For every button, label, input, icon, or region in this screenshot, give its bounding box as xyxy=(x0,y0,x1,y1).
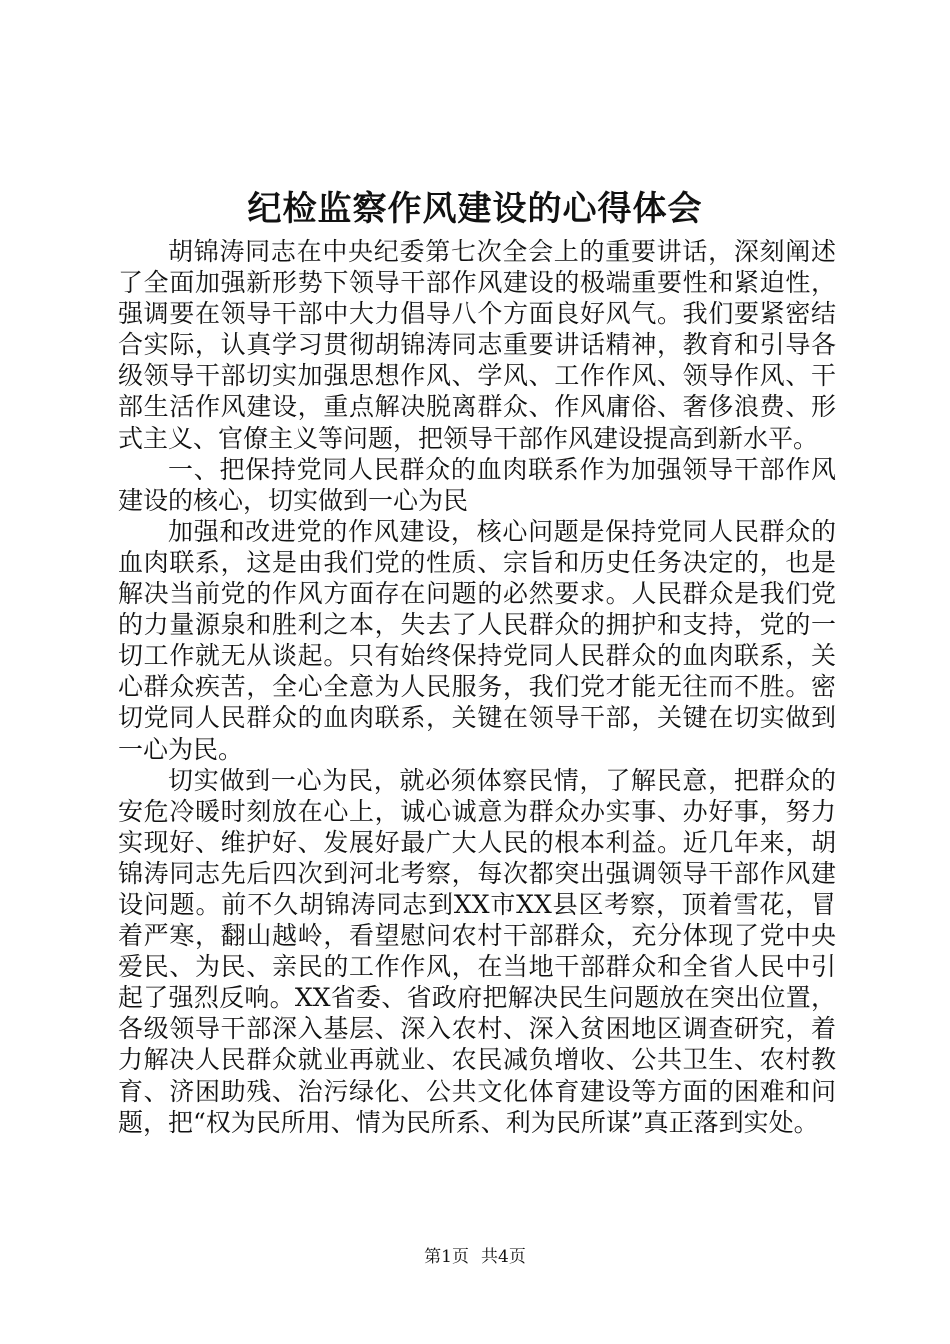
paragraph-core-issue: 加强和改进党的作风建设，核心问题是保持党同人民群众的血肉联系，这是由我们党的性质、宗旨和历史任务决定的，也是解决当前党的作风方面存在问题的必然要求。人民群众是我们党的力量源泉和胜利之本，失去了人民群众的拥护和支持，党的一切工作就无从谈起。只有始终保持党同人民群众的血肉联系，关心群众疾苦，全心全意为人民服务，我们党才能无往而不胜。密切党同人民群众的血肉联系，关键在领导干部，关键在切实做到一心为民。 xyxy=(118,516,836,764)
section-heading-1: 一、把保持党同人民群众的血肉联系作为加强领导干部作风建设的核心，切实做到一心为民 xyxy=(118,454,836,515)
paragraph-intro: 胡锦涛同志在中央纪委第七次全会上的重要讲话，深刻阐述了全面加强新形势下领导干部作风建设的极端重要性和紧迫性，强调要在领导干部中大力倡导八个方面良好风气。我们要紧密结合实际，认真学习贯彻胡锦涛同志重要讲话精神，教育和引导各级领导干部切实加强思想作风、学风、工作作风、领导作风、干部生活作风建设，重点解决脱离群众、作风庸俗、奢侈浪费、形式主义、官僚主义等问题，把领导干部作风建设提高到新水平。 xyxy=(118,237,836,453)
page-total: 共4页 xyxy=(481,1247,526,1267)
paragraph-serve-people: 切实做到一心为民，就必须体察民情，了解民意，把群众的安危冷暖时刻放在心上，诚心诚意为群众办实事、办好事，努力实现好、维护好、发展好最广大人民的根本利益。近几年来，胡锦涛同志先后四次到河北考察，每次都突出强调领导干部作风建设问题。前不久胡锦涛同志到XX市XX县区考察，顶着雪花，冒着严寒，翻山越岭，看望慰问农村干部群众，充分体现了党中央爱民、为民、亲民的工作作风，在当地干部群众和全省人民中引起了强烈反响。XX省委、省政府把解决民生问题放在突出位置，各级领导干部深入基层、深入农村、深入贫困地区调查研究，着力解决人民群众就业再就业、农民减负增收、公共卫生、农村教育、济困助残、治污绿化、公共文化体育建设等方面的困难和问题，把“权为民所用、情为民所系、利为民所谋”真正落到实处。 xyxy=(118,765,836,1137)
page-number: 第1页 xyxy=(424,1247,469,1267)
document-body xyxy=(118,236,836,1138)
page-footer xyxy=(0,1245,950,1269)
document-title: 纪检监察作风建设的心得体会 xyxy=(247,189,703,229)
